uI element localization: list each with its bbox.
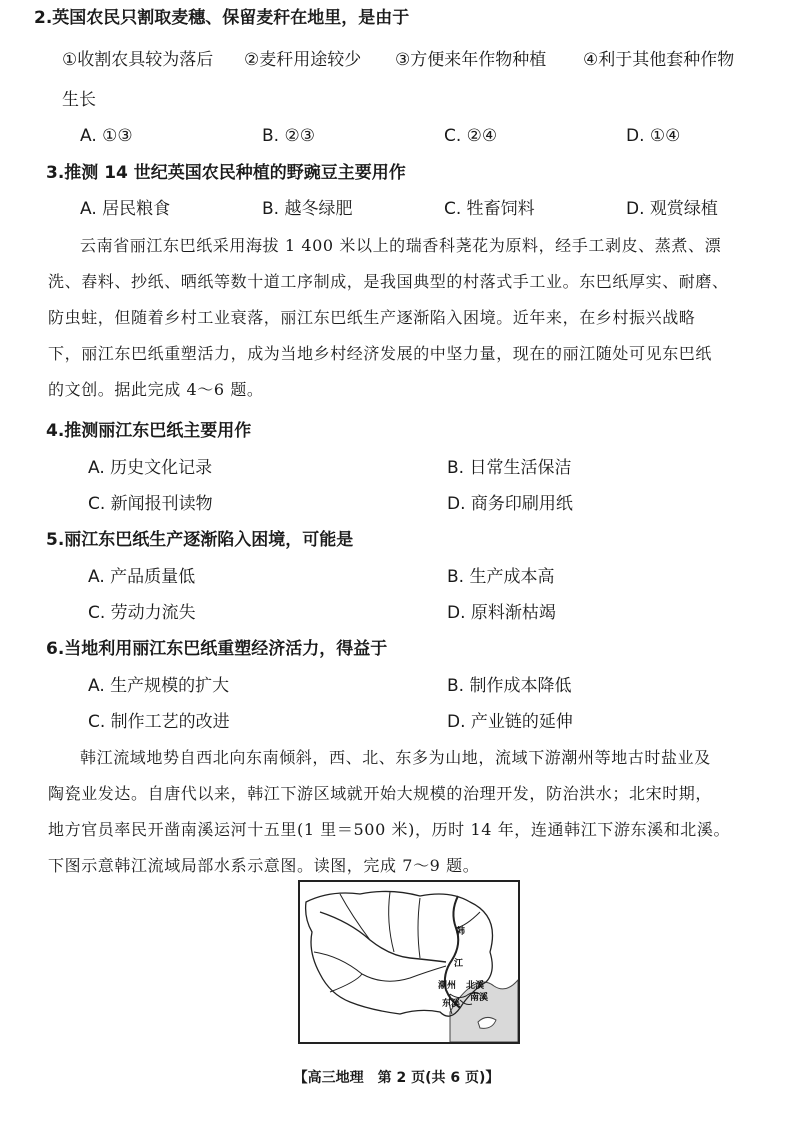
q2-statement-2: ②麦秆用途较少 bbox=[244, 50, 362, 70]
q6-option-c: C. 制作工艺的改进 bbox=[88, 712, 230, 732]
question-2-stem: 2.英国农民只割取麦穗、保留麦秆在地里，是由于 bbox=[34, 8, 410, 28]
q6-option-b: B. 制作成本降低 bbox=[447, 676, 572, 696]
map-drawing bbox=[300, 882, 518, 1042]
passage-1-line-4: 下，丽江东巴纸重塑活力，成为当地乡村经济发展的中坚力量，现在的丽江随处可见东巴纸 bbox=[48, 344, 713, 363]
q6-option-a: A. 生产规模的扩大 bbox=[88, 676, 230, 696]
q5-option-c: C. 劳动力流失 bbox=[88, 603, 196, 623]
q2-option-a: A. ①③ bbox=[80, 126, 133, 146]
tributary-west bbox=[320, 912, 446, 962]
q3-option-c: C. 牲畜饲料 bbox=[444, 199, 535, 219]
passage-2-line-2: 陶瓷业发达。自唐代以来，韩江下游区域就开始大规模的治理开发，防治洪水；北宋时期， bbox=[48, 784, 713, 803]
q4-option-c: C. 新闻报刊读物 bbox=[88, 494, 213, 514]
passage-2-line-3: 地方官员率民开凿南溪运河十五里(1 里＝500 米)，历时 14 年，连通韩江下游东溪和北溪。 bbox=[48, 820, 731, 839]
map-label-han: 韩 bbox=[456, 927, 466, 937]
q2-statement-1: ①收割农具较为落后 bbox=[62, 50, 214, 70]
q2-option-c: C. ②④ bbox=[444, 126, 498, 146]
question-5-stem: 5.丽江东巴纸生产逐渐陷入困境，可能是 bbox=[46, 530, 354, 550]
tributary-n bbox=[418, 898, 420, 958]
passage-1-line-5: 的文创。据此完成 4～6 题。 bbox=[48, 380, 264, 399]
tributary-sw bbox=[314, 952, 446, 981]
q3-option-d: D. 观赏绿植 bbox=[626, 199, 718, 219]
q4-option-b: B. 日常生活保洁 bbox=[447, 458, 572, 478]
passage-2-line-4: 下图示意韩江流域局部水系示意图。读图，完成 7～9 题。 bbox=[48, 856, 480, 875]
passage-1-line-1: 云南省丽江东巴纸采用海拔 1 400 米以上的瑞香科荛花为原料，经手工剥皮、蒸煮、漂 bbox=[80, 236, 722, 255]
tributary-nw-1 bbox=[340, 894, 370, 940]
map-label-dongxi: 东溪 bbox=[442, 999, 461, 1009]
q2-option-b: B. ②③ bbox=[262, 126, 315, 146]
map-label-beixi: 北溪 bbox=[466, 981, 485, 991]
tributary-s bbox=[330, 974, 362, 992]
passage-2-line-1: 韩江流域地势自西北向东南倾斜，西、北、东多为山地，流域下游潮州等地古时盐业及 bbox=[80, 748, 711, 767]
passage-1-line-2: 洗、舂料、抄纸、晒纸等数十道工序制成，是我国典型的村落式手工业。东巴纸厚实、耐磨、 bbox=[48, 272, 729, 291]
q4-option-a: A. 历史文化记录 bbox=[88, 458, 213, 478]
q2-option-d: D. ①④ bbox=[626, 126, 681, 146]
q5-option-d: D. 原料渐枯竭 bbox=[447, 603, 556, 623]
q5-option-b: B. 生产成本高 bbox=[447, 567, 555, 587]
q5-option-a: A. 产品质量低 bbox=[88, 567, 196, 587]
question-6-stem: 6.当地利用丽江东巴纸重塑经济活力，得益于 bbox=[46, 639, 388, 659]
q2-statement-4: ④利于其他套种作物 bbox=[583, 50, 735, 70]
map-label-chaozhou: 潮州 bbox=[438, 981, 457, 991]
q3-option-a: A. 居民粮食 bbox=[80, 199, 171, 219]
question-3-stem: 3.推测 14 世纪英国农民种植的野豌豆主要用作 bbox=[46, 163, 406, 183]
q3-option-b: B. 越冬绿肥 bbox=[262, 199, 353, 219]
tributary-nw-2 bbox=[389, 892, 394, 952]
map-label-jiang: 江 bbox=[454, 959, 464, 969]
page-footer: 【高三地理 第 2 页(共 6 页)】 bbox=[293, 1070, 500, 1086]
q4-option-d: D. 商务印刷用纸 bbox=[447, 494, 573, 514]
tributary-ne bbox=[456, 912, 480, 928]
han-river-main bbox=[445, 896, 460, 1008]
q2-statement-3: ③方便来年作物种植 bbox=[395, 50, 547, 70]
q2-statement-continuation: 生长 bbox=[62, 90, 96, 110]
passage-1-line-3: 防虫蛀，但随着乡村工业衰落，丽江东巴纸生产逐渐陷入困境。近年来，在乡村振兴战略 bbox=[48, 308, 696, 327]
q6-option-d: D. 产业链的延伸 bbox=[447, 712, 573, 732]
han-river-watershed-map bbox=[298, 880, 520, 1044]
question-4-stem: 4.推测丽江东巴纸主要用作 bbox=[46, 421, 252, 441]
map-label-nanxi: 南溪 bbox=[470, 993, 489, 1003]
